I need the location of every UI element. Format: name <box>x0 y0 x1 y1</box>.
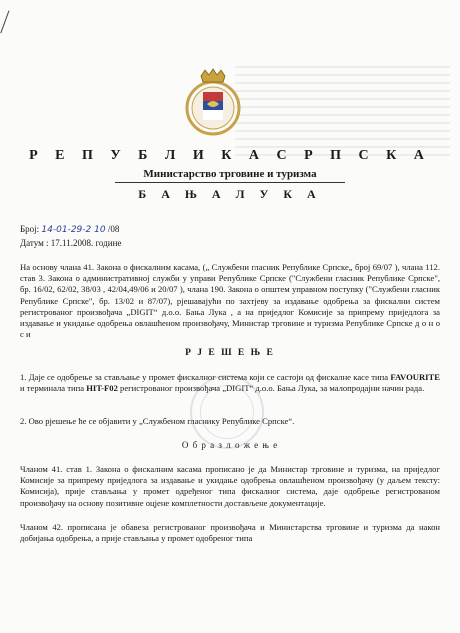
item1-text-e: регистрованог произвођача „DIGIT“ д.о.о. Бања Лука, за малопродајни начин рада. <box>117 383 425 394</box>
item1-device-type: FAVOURITE <box>390 372 440 382</box>
fold-mark <box>0 11 20 38</box>
decision-title: Р Ј Е Ш Е Њ Е <box>185 348 275 358</box>
reasoning-paragraph-1: Чланом 41. став 1. Закона о фискалним касама прописано је да Министар трговине и туризма, на приједлог Комисије за припрему приједлога за издавање и укидање одобрења овлашћеном произвођачу (у даљем тексту: Комисија), прије стављања у промет одређеног типа фискалног система, даје одобрење регистрованом произвођачу на основу позитивне оцјене комплетности достављене документације. <box>20 464 440 508</box>
decision-item-1 <box>20 372 440 394</box>
date-value: 17.11.2008. године <box>50 238 122 248</box>
reasoning-title: О б р а з л о ж е њ е <box>181 440 279 450</box>
ministry-title: Министарство трговине и туризма <box>143 168 317 180</box>
country-title: Р Е П У Б Л И К А С Р П С К А <box>29 148 431 163</box>
number-label: Број: <box>20 224 40 234</box>
reference-number <box>20 224 119 235</box>
handwritten-number: 14-01-29-2 10 <box>41 225 106 235</box>
item1-text-c: и терминала типа <box>20 383 87 394</box>
header-divider <box>115 182 345 183</box>
date-label: Датум : <box>20 238 49 248</box>
item1-terminal-type: HIT-F02 <box>86 383 118 394</box>
intro-paragraph: На основу члана 41. Закона о фискалним касама, („ Службени гласник Републике Српске„ број 69/07 ), члана 112. став 3. Закона о административној служби у управи Републике Српске ("Службени гласник Републике Српске", бр. 16/02, 62/02, 38/03 , 42/04,49/06 и 20/07 ), члана 190. Закона о општем управном поступку ("Службени гласник Републике Српске", бр. 13/02 и 87/07), рјешавајући по захтјеву за издавање одобрења за фискални систем регистрованог произвођача „DIGIT“ д.о.о. Бања Лука , а на приједлог Комисије за припрему приједлога за издавање и укидање одобрења овлашћеном произвођачу, Министар трговине и туризма Републике Српске д о н о с и <box>20 262 440 340</box>
number-suffix: /08 <box>107 224 120 234</box>
city-title: Б А Њ А Л У К А <box>138 187 322 201</box>
document-date <box>20 238 121 248</box>
reasoning-paragraph-2: Чланом 42. прописана је обавеза регистрованог произвођача и Министарства трговине и туризма да након добијања одобрења, а прије стављања у промет одобреног типа <box>20 522 440 544</box>
coat-of-arms-icon <box>183 68 243 138</box>
decision-item-2: 2. Ово рјешење ће се објавити у „Службеном гласнику Републике Српске“. <box>20 416 295 426</box>
item1-text-a: 1. Даје се одобрење за стављање у промет фискалног система који се састоји од фискалне касе типа <box>20 372 391 382</box>
